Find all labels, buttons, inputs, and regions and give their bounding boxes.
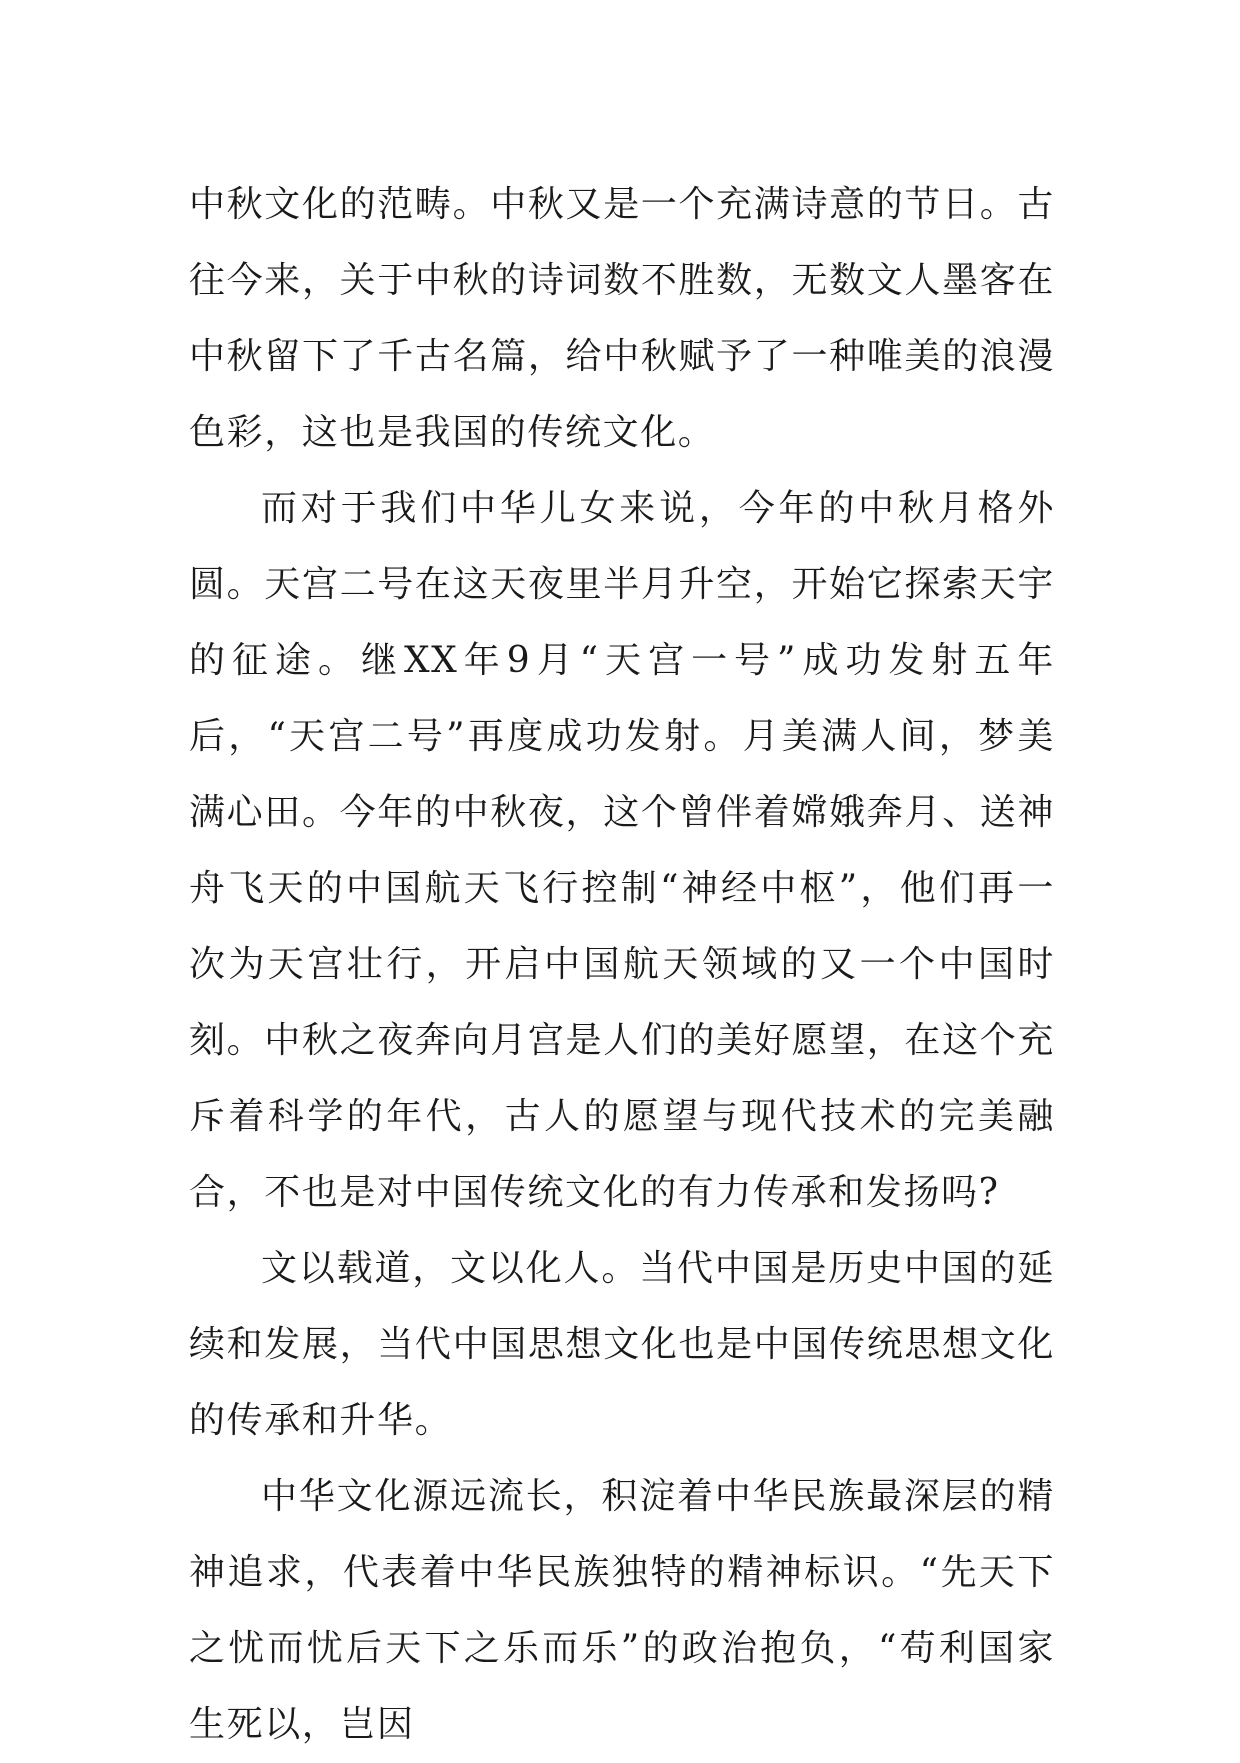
paragraph-3: 文以载道，文以化人。当代中国是历史中国的延续和发展，当代中国思想文化也是中国传统思想文化的传承和升华。 [189, 1248, 1055, 1441]
paragraph-1: 中秋文化的范畴。中秋又是一个充满诗意的节日。古往今来，关于中秋的诗词数不胜数，无数文人墨客在中秋留下了千古名篇，给中秋赋予了一种唯美的浪漫色彩，这也是我国的传统文化。 [189, 184, 1055, 453]
paragraph-2: 而对于我们中华儿女来说，今年的中秋月格外圆。天宫二号在这天夜里半月升空，开始它探索天宇的征途。继XX年9月“天宫一号”成功发射五年后，“天宫二号”再度成功发射。月美满人间，梦美满心田。今年的中秋夜，这个曾伴着嫦娥奔月、送神舟飞天的中国航天飞行控制“神经中枢”，他们再一次为天宫壮行，开启中国航天领域的又一个中国时刻。中秋之夜奔向月宫是人们的美好愿望，在这个充斥着科学的年代，古人的愿望与现代技术的完美融合，不也是对中国传统文化的有力传承和发扬吗? [189, 488, 1055, 1213]
document-body [189, 167, 1055, 1763]
paragraph-4: 中华文化源远流长，积淀着中华民族最深层的精神追求，代表着中华民族独特的精神标识。“先天下之忧而忧后天下之乐而乐”的政治抱负，“苟利国家生死以，岂因 [189, 1476, 1055, 1745]
